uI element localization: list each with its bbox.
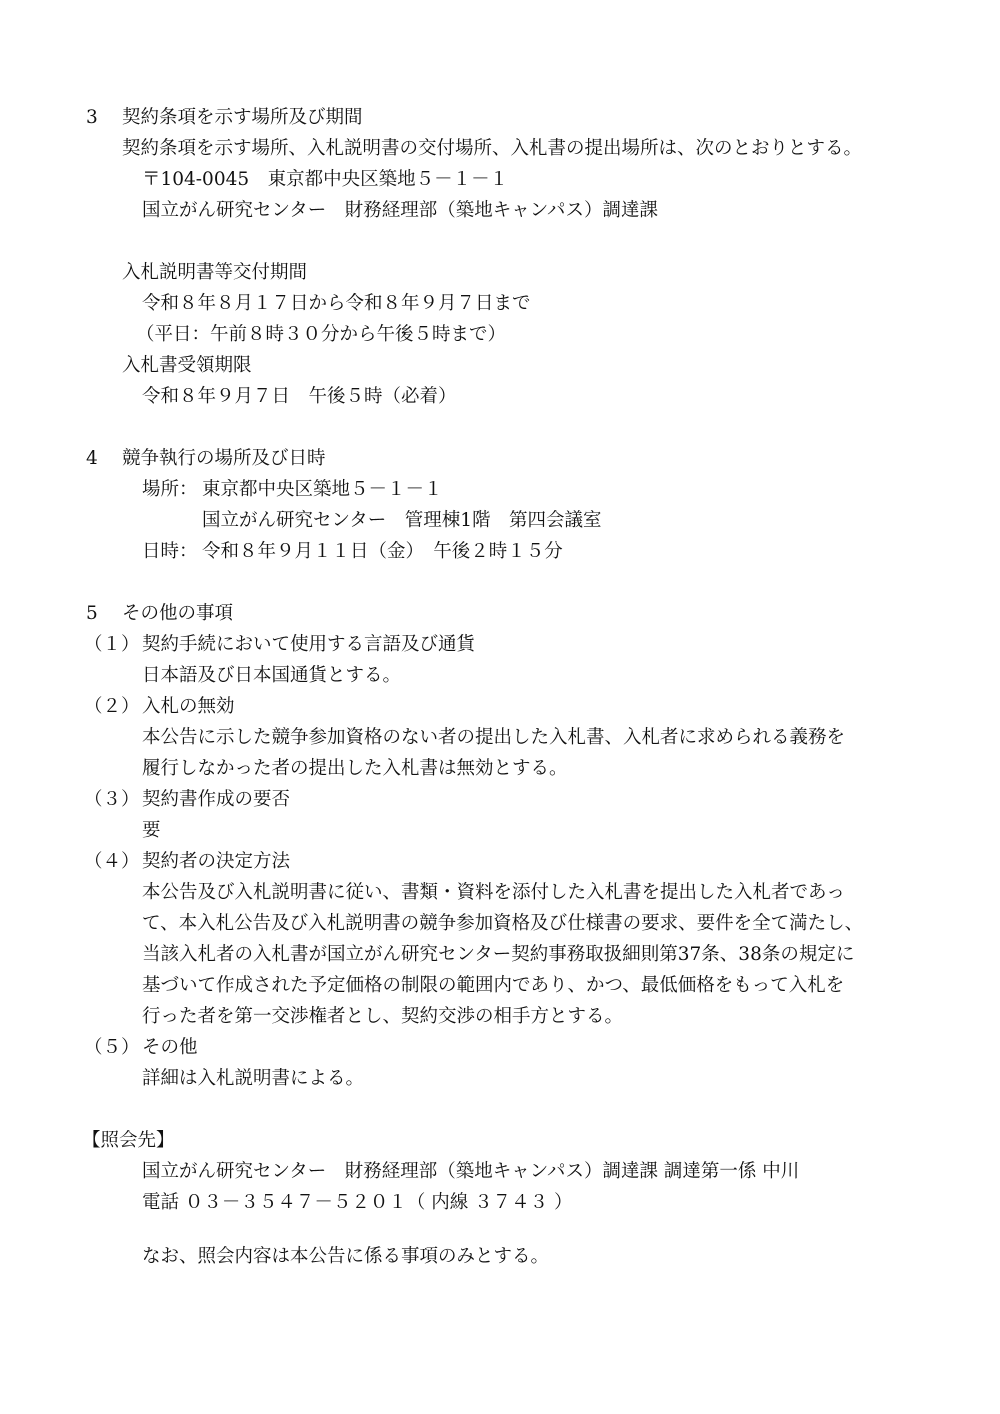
item-2-label: （２）: [84, 696, 140, 717]
item-1-label: （１）: [84, 634, 140, 655]
section-3-number: 3: [86, 107, 98, 128]
issue-period: 令和８年８月１７日から令和８年９月７日まで: [142, 293, 531, 314]
issue-hours: （平日：午前８時３０分から午後５時まで）: [136, 324, 507, 345]
postal-address: 〒104-0045 東京都中央区築地５－１－１: [142, 169, 509, 190]
contact-phone: 電話 ０３－３５４７－５２０１（ 内線 ３７４３ ）: [142, 1192, 573, 1213]
item-5-title: その他: [142, 1037, 198, 1058]
item-2-line: 履行しなかった者の提出した入札書は無効とする。: [142, 758, 568, 779]
issue-period-label: 入札説明書等交付期間: [122, 262, 308, 283]
item-4-line: て、本入札公告及び入札説明書の競争参加資格及び仕様書の要求、要件を全て満たし、: [142, 913, 864, 934]
item-1-title: 契約手続において使用する言語及び通貨: [142, 634, 476, 655]
place-label: 場所：: [142, 479, 198, 500]
item-3-label: （３）: [84, 789, 140, 810]
item-4-line: 本公告及び入札説明書に従い、書類・資料を添付した入札書を提出した入札者であっ: [142, 882, 845, 903]
item-4-line: 基づいて作成された予定価格の制限の範囲内であり、かつ、最低価格をもって入札を: [142, 975, 845, 996]
office-name: 国立がん研究センター 財務経理部（築地キャンパス）調達課: [142, 200, 658, 221]
section-4-number: 4: [86, 448, 98, 469]
section-3-body: 契約条項を示す場所、入札説明書の交付場所、入札書の提出場所は、次のとおりとする。: [122, 138, 863, 159]
contact-org: 国立がん研究センター 財務経理部（築地キャンパス）調達課 調達第一係 中川: [142, 1161, 800, 1182]
section-4-heading: 競争執行の場所及び日時: [122, 448, 326, 469]
item-3-line: 要: [142, 820, 161, 841]
deadline-label: 入札書受領期限: [122, 355, 252, 376]
deadline: 令和８年９月７日 午後５時（必着）: [142, 386, 457, 407]
section-3-heading: 契約条項を示す場所及び期間: [122, 107, 363, 128]
datetime: 令和８年９月１１日（金） 午後２時１５分: [202, 541, 563, 562]
contact-heading: 【照会先】: [82, 1130, 175, 1151]
item-3-title: 契約書作成の要否: [142, 789, 291, 810]
section-5-number: 5: [86, 603, 98, 624]
item-2-title: 入札の無効: [142, 696, 235, 717]
item-2-line: 本公告に示した競争参加資格のない者の提出した入札書、入札者に求められる義務を: [142, 727, 846, 748]
contact-note: なお、照会内容は本公告に係る事項のみとする。: [142, 1246, 550, 1267]
place-line-1: 東京都中央区築地５－１－１: [202, 479, 443, 500]
section-5-heading: その他の事項: [122, 603, 234, 624]
item-1-line: 日本語及び日本国通貨とする。: [142, 665, 402, 686]
item-5-label: （５）: [84, 1037, 140, 1058]
place-line-2: 国立がん研究センター 管理棟1階 第四会議室: [202, 510, 602, 531]
item-4-label: （４）: [84, 851, 140, 872]
item-4-line: 当該入札者の入札書が国立がん研究センター契約事務取扱細則第37条、38条の規定に: [142, 944, 855, 965]
datetime-label: 日時：: [142, 541, 198, 562]
item-4-title: 契約者の決定方法: [142, 851, 291, 872]
item-5-line: 詳細は入札説明書による。: [142, 1068, 365, 1089]
item-4-line: 行った者を第一交渉権者とし、契約交渉の相手方とする。: [142, 1006, 624, 1027]
